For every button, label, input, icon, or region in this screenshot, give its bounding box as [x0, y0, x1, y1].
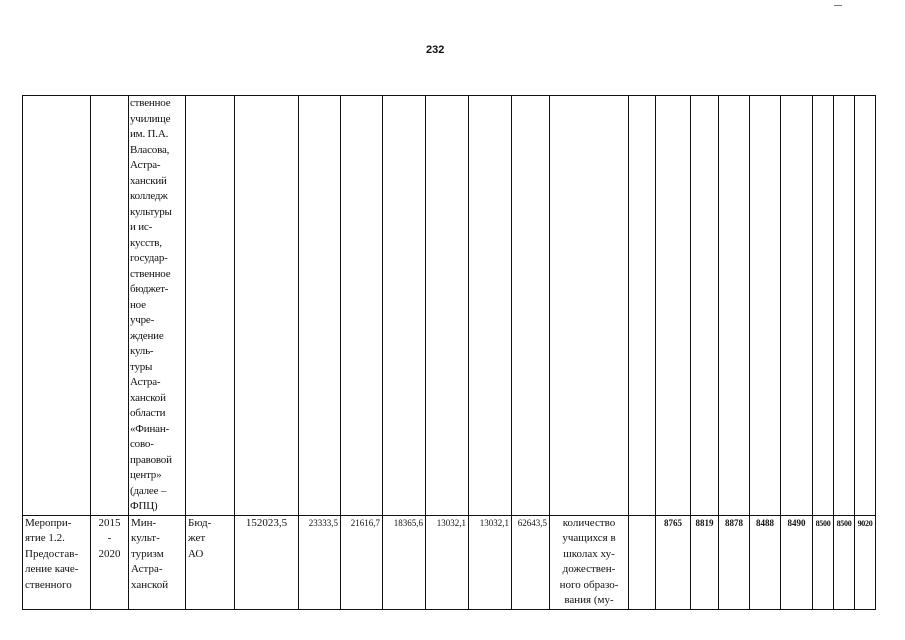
- cell-empty: [186, 96, 235, 516]
- cell-indicator-value: 8500: [813, 515, 834, 609]
- cell-executor: Мин- культ- туризм Астра- ханской: [129, 515, 186, 609]
- cell-indicator-value: 8878: [719, 515, 750, 609]
- cell-empty: [750, 96, 781, 516]
- cell-empty: [629, 515, 656, 609]
- page-number: 232: [426, 44, 445, 56]
- cell-empty: [469, 96, 512, 516]
- cell-empty: [426, 96, 469, 516]
- table-row: [23, 96, 876, 516]
- cell-empty: [719, 96, 750, 516]
- cell-empty: [23, 96, 91, 516]
- cell-empty: [691, 96, 719, 516]
- cell-indicator: количество учащихся в школах ху- дожествен- ного образо- вания (му-: [550, 515, 629, 609]
- cell-indicator-value: 8765: [656, 515, 691, 609]
- cell-indicator-value: 8490: [781, 515, 813, 609]
- cell-empty: [299, 96, 341, 516]
- cell-year-value: 23333,5: [299, 515, 341, 609]
- cell-empty: [550, 96, 629, 516]
- cell-year-value: 13032,1: [426, 515, 469, 609]
- cell-executor-continued: ственное училище им. П.А. Власова, Астра- ханский колледж культуры и ис- кусств, государ- ственное бюджет- ное учре- ждение куль- туры Астра- ханской области «Финан- сово- правовой центр» (далее – ФПЦ): [129, 96, 186, 516]
- table-row: [23, 515, 876, 609]
- cell-empty: [235, 96, 299, 516]
- cell-year-value: 18365,6: [383, 515, 426, 609]
- cell-funding-source: Бюд- жет АО: [186, 515, 235, 609]
- cell-empty: [383, 96, 426, 516]
- corner-mark: [834, 5, 842, 6]
- cell-empty: [834, 96, 855, 516]
- cell-indicator-value: 8500: [834, 515, 855, 609]
- program-table: [22, 95, 876, 610]
- cell-empty: [91, 96, 129, 516]
- cell-period: 2015 - 2020: [91, 515, 129, 609]
- cell-empty: [813, 96, 834, 516]
- cell-empty: [781, 96, 813, 516]
- cell-indicator-value: 8819: [691, 515, 719, 609]
- cell-measure-name: Меропри- ятие 1.2. Предостав- ление каче- ственного: [23, 515, 91, 609]
- cell-indicator-value: 8488: [750, 515, 781, 609]
- cell-empty: [512, 96, 550, 516]
- cell-total: 152023,5: [235, 515, 299, 609]
- cell-empty: [855, 96, 876, 516]
- cell-year-value: 13032,1: [469, 515, 512, 609]
- cell-empty: [629, 96, 656, 516]
- cell-empty: [341, 96, 383, 516]
- cell-year-value: 62643,5: [512, 515, 550, 609]
- cell-year-value: 21616,7: [341, 515, 383, 609]
- cell-empty: [656, 96, 691, 516]
- cell-indicator-value: 9020: [855, 515, 876, 609]
